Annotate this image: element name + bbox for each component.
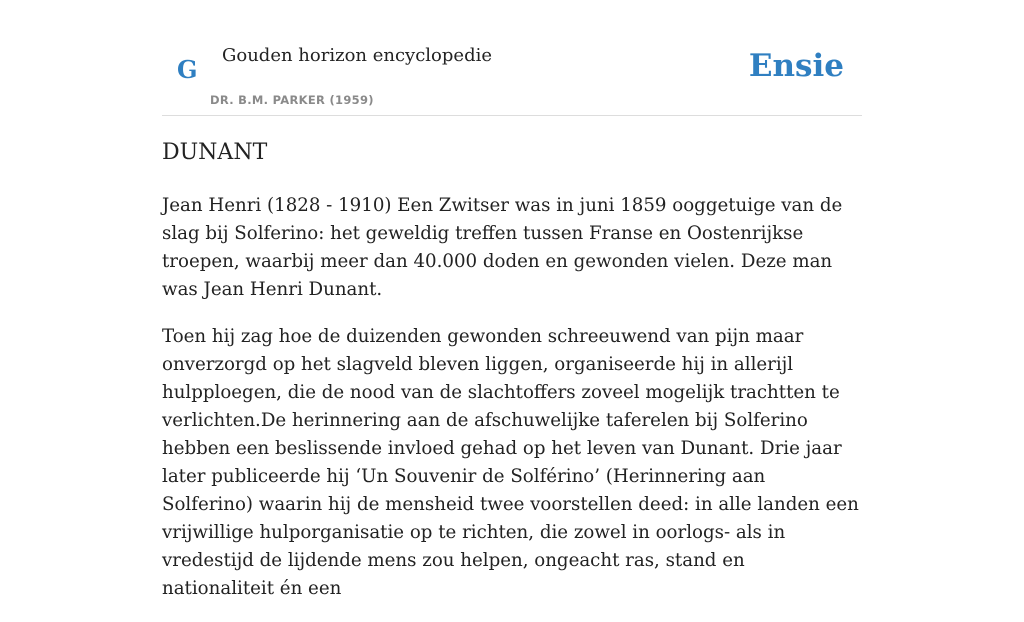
entry-paragraph: Toen hij zag hoe de duizenden gewonden schreeuwend van pijn maar onverzorgd op het slagveld bleven liggen, organiseerde hij in allerijl hulpploegen, die de nood van de slachtoffers zoveel mogelijk trachtten te verlichten.De herinnering aan de afschuwelijke taferelen bij Solferino hebben een beslissende invloed gehad op het leven van Dunant. Drie jaar later publiceerde hij ‘Un Souvenir de Solférino’ (Herinnering aan Solferino) waarin hij de mensheid twee voorstellen deed: in alle landen een vrijwillige hulporganisatie op te richten, die zowel in oorlogs- als in vredestijd de lijdende mens zou helpen, ongeacht ras, stand en nationaliteit én een [162,326,859,599]
entry-title: DUNANT [162,140,268,165]
entry-body [162,192,862,622]
page [162,0,862,599]
book-logo[interactable]: G [177,55,198,84]
book-header [162,0,862,116]
entry-paragraph: Jean Henri (1828 - 1910) Een Zwitser was in juni 1859 ooggetuige van de slag bij Solferino: het geweldig treffen tussen Franse en Oostenrijkse troepen, waarbij meer dan 40.000 doden en gewonden vielen. Deze man was Jean Henri Dunant. [162,195,843,300]
book-title-link[interactable]: Gouden horizon encyclopedie [222,45,492,66]
book-author: DR. B.M. PARKER (1959) [210,93,374,107]
ensie-logo[interactable]: Ensie [748,48,844,84]
